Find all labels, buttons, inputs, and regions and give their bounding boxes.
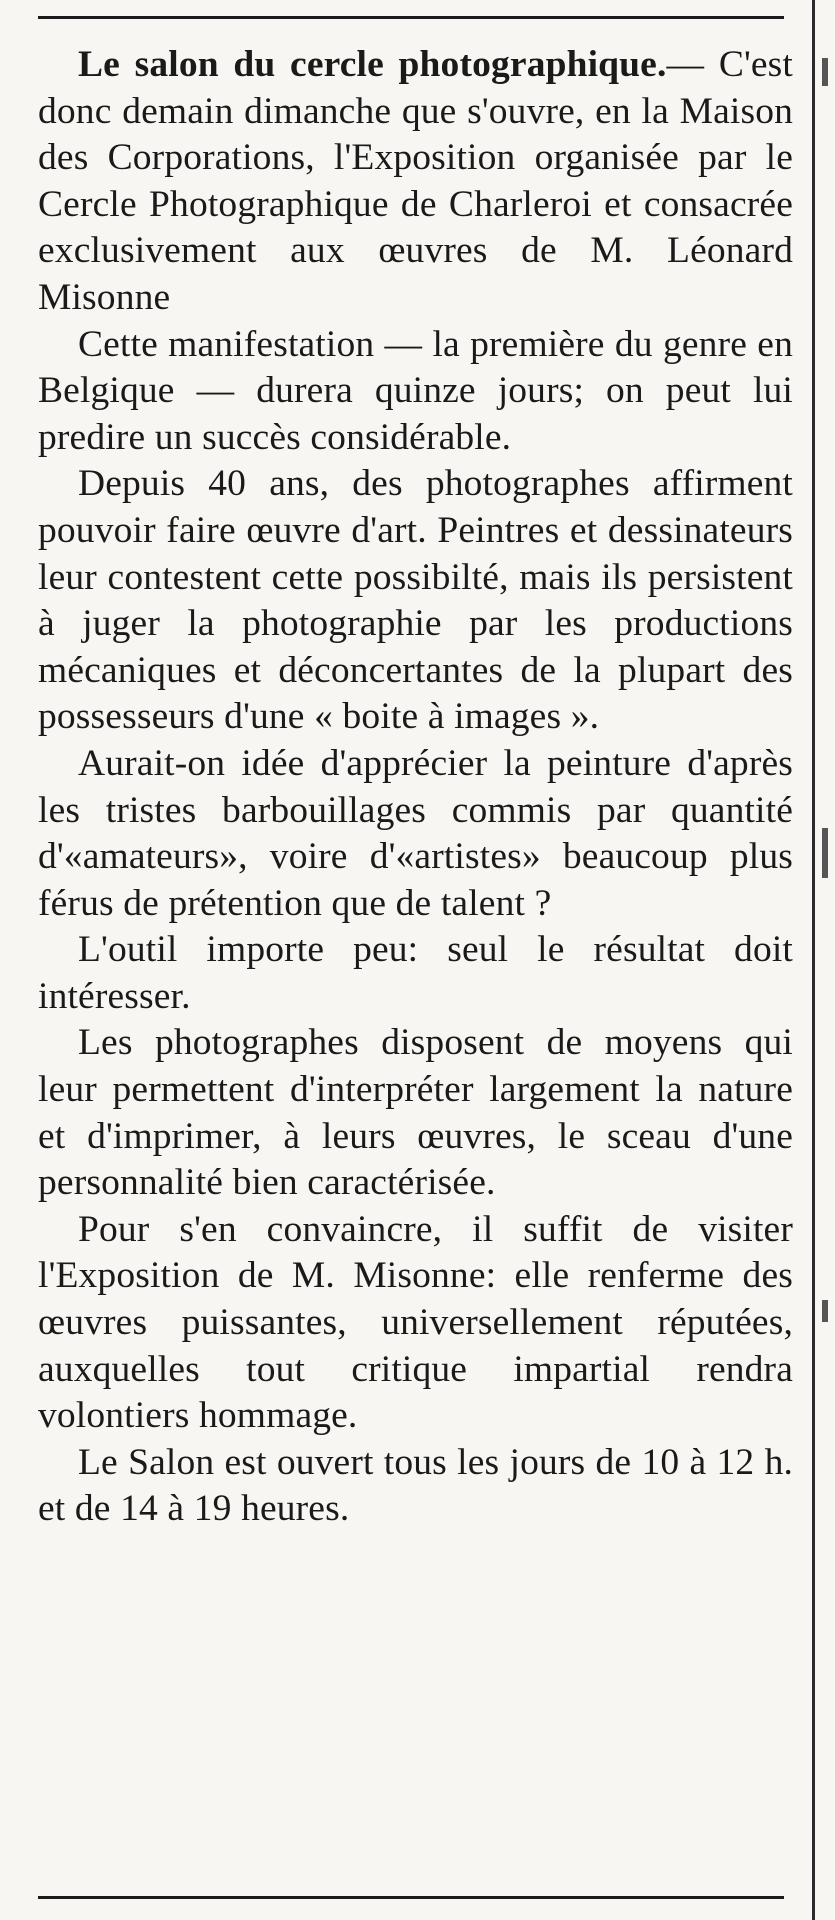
margin-mark bbox=[822, 1300, 828, 1322]
paragraph: Cette manifestation — la première du genre en Belgique — durera quinze jours; on peut lui predire un succès considérable. bbox=[38, 323, 793, 458]
margin-mark bbox=[822, 828, 828, 878]
margin-mark bbox=[822, 58, 828, 86]
paragraph-text: — C'est donc demain dimanche que s'ouvre, en la Maison des Corporations, l'Exposition organisée par le Cercle Photographique de Charleroi et consacrée exclusivement aux œuvres de M. Léonard Misonne bbox=[38, 44, 793, 318]
top-rule bbox=[38, 16, 784, 19]
paragraph: L'outil importe peu: seul le résultat doit intéresser. bbox=[38, 929, 793, 1017]
paragraph: Les photographes disposent de moyens qui leur permettent d'interpréter largement la nature et d'imprimer, à leurs œuvres, le sceau d'une personnalité bien caractérisée. bbox=[38, 1022, 793, 1204]
news-article bbox=[38, 42, 793, 1533]
bottom-rule bbox=[38, 1896, 784, 1899]
paragraph: Pour s'en convaincre, il suffit de visiter l'Exposition de M. Misonne: elle renferme des œuvres puissantes, universellement réputées, auxquelles tout critique impartial rendra volontiers hommage. bbox=[38, 1208, 793, 1437]
paragraph: Aurait-on idée d'apprécier la peinture d'après les tristes barbouillages commis par quantité d'«amateurs», voire d'«artistes» beaucoup plus férus de prétention que de talent ? bbox=[38, 742, 793, 924]
paragraph: Depuis 40 ans, des photographes affirment pouvoir faire œuvre d'art. Peintres et dessinateurs leur contestent cette possibilté, mais ils persistent à juger la photographie par les productions mécaniques et déconcertantes de la plupart des possesseurs d'une « boite à images ». bbox=[38, 463, 793, 738]
column-divider bbox=[812, 0, 815, 1920]
paragraph-intro bbox=[38, 42, 793, 322]
paragraph: Le Salon est ouvert tous les jours de 10 à 12 h. et de 14 à 19 heures. bbox=[38, 1441, 793, 1530]
article-title: Le salon du cercle photographique. bbox=[78, 44, 667, 85]
